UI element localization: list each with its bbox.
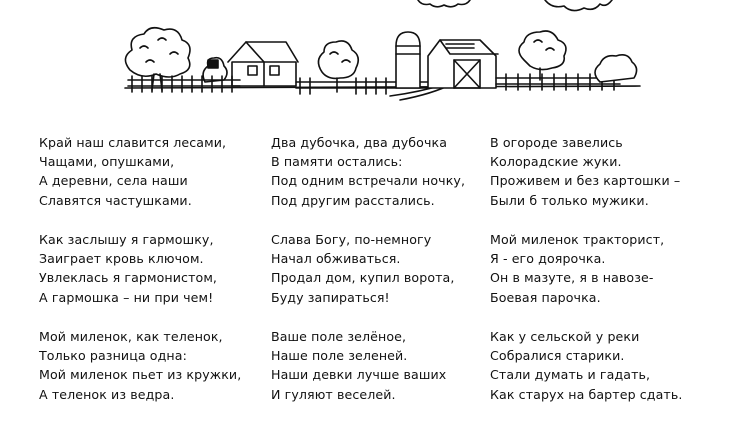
verse-line: Чащами, опушками, — [39, 154, 175, 170]
verse-line: Как у сельской у реки — [490, 329, 640, 344]
verse-line: А гармошка – ни при чем! — [39, 289, 214, 305]
verse-line: Были б только мужики. — [490, 192, 649, 208]
verse-line: Как заслышу я гармошку, — [39, 232, 214, 247]
verse-line: Два дубочка, два дубочка — [271, 135, 448, 150]
stanza — [39, 327, 269, 424]
verse-line: И гуляют веселей. — [271, 386, 396, 402]
verse-line: Под другим расстались. — [271, 192, 435, 208]
verse-line: Начал обживаться. — [271, 251, 401, 267]
verse-line: Славятся частушками. — [39, 192, 192, 208]
verse-line: Колорадские жуки. — [490, 154, 622, 170]
verse-line: Заиграет кровь ключом. — [39, 251, 204, 267]
verse-line: Мой миленок тракторист, — [490, 232, 665, 247]
verse-line: А деревни, села наши — [39, 173, 188, 189]
verse-line: В памяти остались: — [271, 154, 403, 170]
verse-line: Стали думать и гадать, — [490, 367, 651, 383]
verse-line: Слава Богу, по-немногу — [271, 232, 432, 247]
stanza — [490, 230, 720, 327]
verse-line: А теленок из ведра. — [39, 386, 175, 402]
verse-line: Только разница одна: — [39, 348, 187, 364]
stanza — [39, 133, 269, 230]
verse-line: Мой миленок пьет из кружки, — [39, 367, 242, 383]
verse-line: Боевая парочка. — [490, 289, 601, 305]
verse-line: Буду запираться! — [271, 289, 390, 305]
verse-line: Он в мазуте, я в навозе- — [490, 270, 654, 286]
verse-line: Ваше поле зелёное, — [271, 329, 407, 344]
verse-line: Наше поле зеленей. — [271, 348, 408, 364]
column-3 — [490, 133, 720, 424]
verse-line: Наши девки лучше ваших — [271, 367, 447, 383]
stanza — [490, 133, 720, 230]
verse-line: Проживем и без картошки – — [490, 173, 681, 189]
stanza — [271, 230, 501, 327]
stanza — [39, 230, 269, 327]
column-1 — [39, 133, 269, 424]
verse-line: Продал дом, купил ворота, — [271, 270, 455, 286]
verse-line: Как старух на бартер сдать. — [490, 386, 683, 402]
verse-line: Собралися старики. — [490, 348, 625, 364]
stanza — [271, 327, 501, 424]
verse-line: Мой миленок, как теленок, — [39, 329, 223, 344]
verse-line: Я - его доярочка. — [490, 251, 606, 267]
stanza — [271, 133, 501, 230]
verse-line: Увлеклась я гармонистом, — [39, 270, 218, 286]
column-2 — [271, 133, 501, 424]
verse-line: Под одним встречали ночку, — [271, 173, 466, 189]
stanza — [490, 327, 720, 424]
verse-line: Край наш славится лесами, — [39, 135, 227, 150]
verse-line: В огороде завелись — [490, 135, 623, 150]
